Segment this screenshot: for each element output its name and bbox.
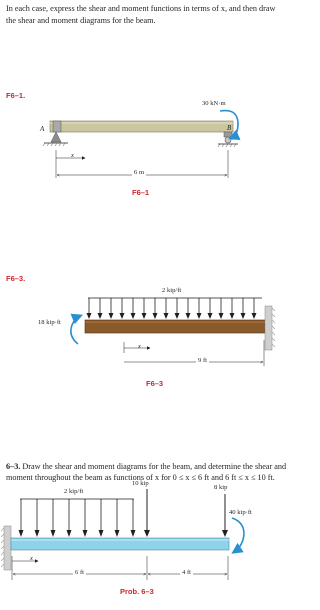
prob63-point-load-label: 10 kip	[132, 480, 149, 487]
f63-moment-label: 18 kip·ft	[38, 319, 61, 326]
f61-span-label: 6 m	[134, 169, 145, 176]
f63-caption: F6–3	[146, 379, 164, 388]
f61-caption: F6–1	[132, 188, 150, 197]
prob63-end-load-label: 8 kip	[214, 484, 228, 491]
prob63-distributed-load	[19, 499, 136, 537]
f61-label-a: A	[40, 125, 45, 133]
f63-tag: F6–3.	[6, 274, 26, 283]
f61-x-label: x	[71, 152, 74, 159]
prob63-number: 6–3.	[6, 462, 21, 471]
f63-load-label: 2 kip/ft	[162, 287, 182, 294]
prob63-moment-arrow	[232, 518, 244, 552]
f61-moment-label: 30 kN·m	[202, 100, 226, 107]
prob63-x-label: x	[30, 555, 33, 562]
prob63-point-load-8kip	[222, 494, 228, 537]
prob63-end-moment-label: 40 kip·ft	[229, 509, 252, 516]
prob63-point-load-10kip	[144, 489, 150, 537]
prob63-span2-label: 4 ft	[182, 569, 191, 576]
prob63-caption: Prob. 6–3	[120, 587, 154, 596]
f61-label-b: B	[227, 124, 232, 132]
intro-text: In each case, express the shear and moment functions in terms of x, and then draw the shear and moment diagrams for the beam.	[6, 4, 276, 25]
prob63-span1-label: 6 ft	[75, 569, 84, 576]
prob63-load-label: 2 kip/ft	[64, 488, 84, 495]
f61-tag: F6–1.	[6, 91, 26, 100]
f63-span-label: 9 ft	[198, 357, 207, 364]
f63-x-label: x	[138, 343, 141, 350]
prob63-fixed-wall	[1, 526, 11, 570]
prob63-statement: Draw the shear and moment diagrams for the beam, and determine the shear and moment throughout the beam as functions of x for 0 ≤ x ≤ 6 ft and 6 ft ≤ x ≤ 10 ft.	[6, 462, 287, 482]
